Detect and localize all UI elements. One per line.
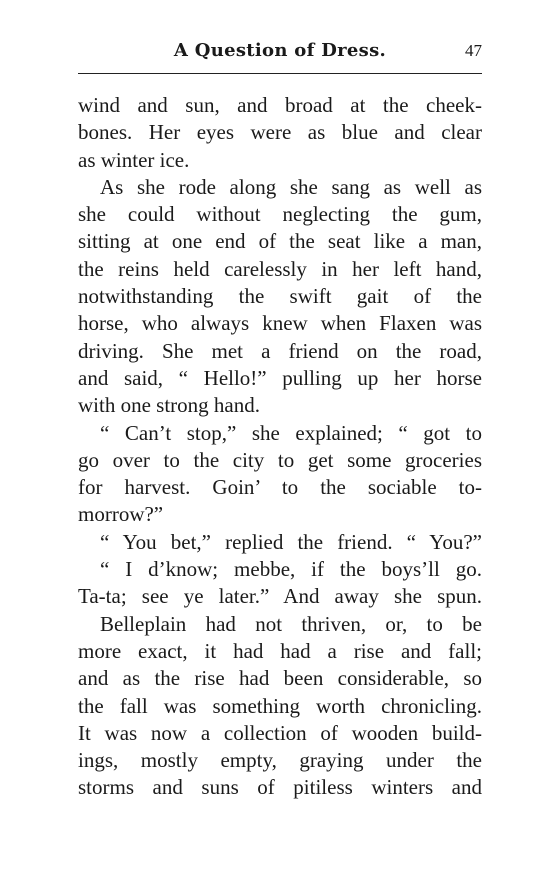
text-line: bones. Her eyes were as blue and clear <box>78 120 482 145</box>
page-number: 47 <box>465 41 482 60</box>
text-line: sitting at one end of the seat like a man, <box>78 229 482 254</box>
text-line: and as the rise had been considerable, so <box>78 666 482 691</box>
text-line: the fall was something worth chronicling. <box>78 693 482 718</box>
text-line: morrow?” <box>78 502 164 527</box>
text-line: for harvest. Goin’ to the sociable to- <box>78 475 482 500</box>
text-line: horse, who always knew when Flaxen was <box>78 311 482 336</box>
text-line: As she rode along she sang as well as <box>100 174 482 199</box>
text-line: It was now a collection of wooden build- <box>78 720 482 745</box>
text-line: ings, mostly empty, graying under the <box>78 748 482 773</box>
text-line: go over to the city to get some groceries <box>78 447 482 472</box>
text-line: Ta-ta; see ye later.” And away she spun. <box>78 584 482 609</box>
text-line: with one strong hand. <box>78 393 260 418</box>
text-line: the reins held carelessly in her left hand, <box>78 256 482 281</box>
text-line: storms and suns of pitiless winters and <box>78 775 482 800</box>
text-line: and said, “ Hello!” pulling up her horse <box>78 365 482 390</box>
body-text <box>78 92 482 802</box>
text-line: wind and sun, and broad at the cheek- <box>78 93 482 117</box>
text-line: more exact, it had had a rise and fall; <box>78 638 482 663</box>
text-line: “ I d’know; mebbe, if the boys’ll go. <box>100 557 482 582</box>
header-rule <box>78 73 482 74</box>
running-title: A Question of Dress. <box>173 40 387 61</box>
text-line: she could without neglecting the gum, <box>78 202 482 227</box>
text-line: as winter ice. <box>78 147 190 172</box>
page-header <box>78 40 482 70</box>
text-line: driving. She met a friend on the road, <box>78 338 482 363</box>
text-line: Belleplain had not thriven, or, to be <box>100 611 482 636</box>
text-line: “ You bet,” replied the friend. “ You?” <box>100 529 482 554</box>
text-line: notwithstanding the swift gait of the <box>78 284 482 309</box>
text-line: “ Can’t stop,” she explained; “ got to <box>100 420 482 445</box>
